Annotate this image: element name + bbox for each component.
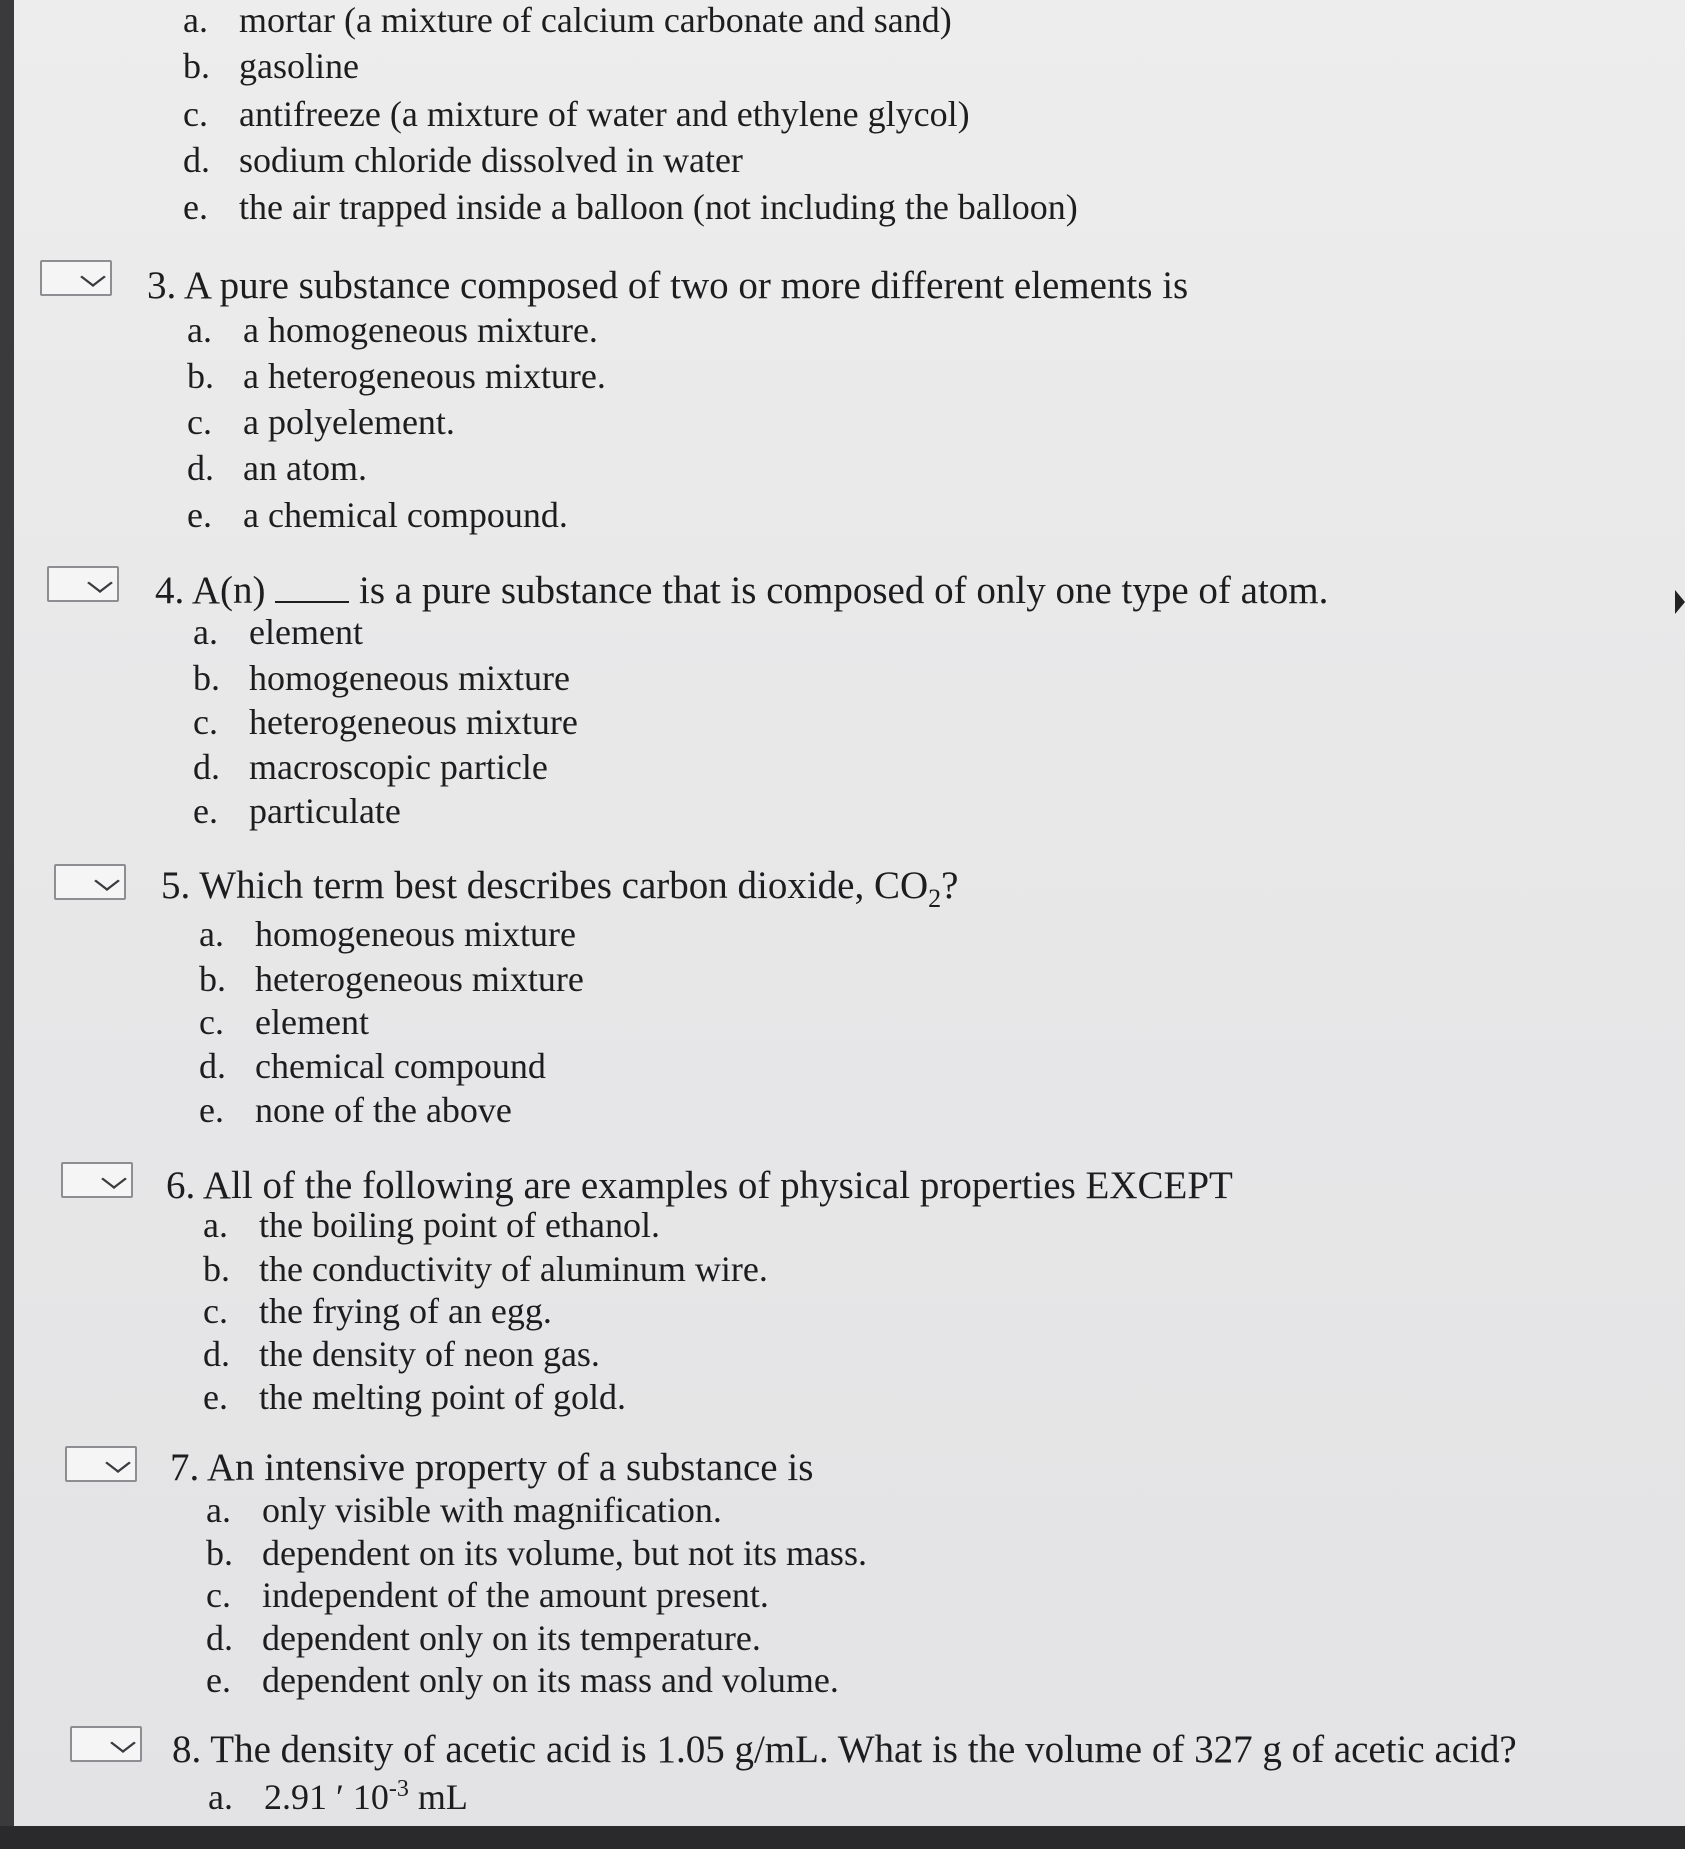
chevron-down-icon xyxy=(80,267,106,287)
q5-option-a: a. homogeneous mixture xyxy=(199,914,576,954)
q3-answer-dropdown[interactable] xyxy=(40,260,112,296)
prev-option-d: d. sodium chloride dissolved in water xyxy=(183,140,743,180)
q4-option-d: d. macroscopic particle xyxy=(193,747,548,787)
q7-answer-dropdown[interactable] xyxy=(65,1446,137,1482)
q5-answer-dropdown[interactable] xyxy=(54,864,126,900)
q3-option-c: c. a polyelement. xyxy=(187,402,455,442)
chevron-down-icon xyxy=(87,573,113,593)
page-edge-marker xyxy=(1675,590,1685,614)
q4-answer-dropdown[interactable] xyxy=(47,566,119,602)
q7-option-b: b. dependent on its volume, but not its mass. xyxy=(206,1533,867,1573)
q7-stem: 7. An intensive property of a substance is xyxy=(170,1446,814,1489)
q4-option-a: a. element xyxy=(193,612,363,652)
q3-stem: 3. A pure substance composed of two or more different elements is xyxy=(147,264,1189,307)
q8-option-a: a. 2.91 ′ $10^{-3}$ mL xyxy=(208,1776,468,1817)
q5-option-b: b. heterogeneous mixture xyxy=(199,959,584,999)
prev-option-e: e. the air trapped inside a balloon (not including the balloon) xyxy=(183,187,1078,227)
q3-option-e: e. a chemical compound. xyxy=(187,495,568,535)
q8-stem: 8. The density of acetic acid is 1.05 g/mL. What is the volume of 327 g of acetic acid? xyxy=(172,1728,1517,1771)
q8-answer-dropdown[interactable] xyxy=(70,1726,142,1762)
q3-option-b: b. a heterogeneous mixture. xyxy=(187,356,606,396)
q5-option-e: e. none of the above xyxy=(199,1090,512,1130)
q6-stem: 6. All of the following are examples of physical properties EXCEPT xyxy=(166,1164,1233,1207)
q7-option-a: a. only visible with magnification. xyxy=(206,1490,722,1530)
q5-option-d: d. chemical compound xyxy=(199,1046,546,1086)
q6-option-c: c. the frying of an egg. xyxy=(203,1291,552,1331)
prev-option-a: a. mortar (a mixture of calcium carbonate and sand) xyxy=(183,0,952,40)
q6-answer-dropdown[interactable] xyxy=(61,1162,133,1198)
q4-option-c: c. heterogeneous mixture xyxy=(193,702,578,742)
q4-option-e: e. particulate xyxy=(193,791,401,831)
q4-stem: 4. A(n) is a pure substance that is composed of only one type of atom. xyxy=(155,569,1329,612)
q6-option-d: d. the density of neon gas. xyxy=(203,1334,600,1374)
q6-option-b: b. the conductivity of aluminum wire. xyxy=(203,1249,768,1289)
chevron-down-icon xyxy=(110,1733,136,1753)
q4-option-b: b. homogeneous mixture xyxy=(193,658,570,698)
q6-option-a: a. the boiling point of ethanol. xyxy=(203,1205,660,1245)
q5-stem: 5. Which term best describes carbon dioxide, $CO_2$? xyxy=(161,864,959,913)
chevron-down-icon xyxy=(94,871,120,891)
prev-option-b: b. gasoline xyxy=(183,46,359,86)
chevron-down-icon xyxy=(101,1169,127,1189)
q7-option-e: e. dependent only on its mass and volume. xyxy=(206,1660,839,1700)
q3-option-a: a. a homogeneous mixture. xyxy=(187,310,598,350)
fill-in-blank xyxy=(275,571,349,603)
chevron-down-icon xyxy=(105,1453,131,1473)
q6-option-e: e. the melting point of gold. xyxy=(203,1377,626,1417)
q7-option-c: c. independent of the amount present. xyxy=(206,1575,769,1615)
q3-option-d: d. an atom. xyxy=(187,448,367,488)
prev-option-c: c. antifreeze (a mixture of water and ethylene glycol) xyxy=(183,94,970,134)
q5-option-c: c. element xyxy=(199,1002,369,1042)
q7-option-d: d. dependent only on its temperature. xyxy=(206,1618,761,1658)
screen-left-edge xyxy=(0,0,14,1826)
